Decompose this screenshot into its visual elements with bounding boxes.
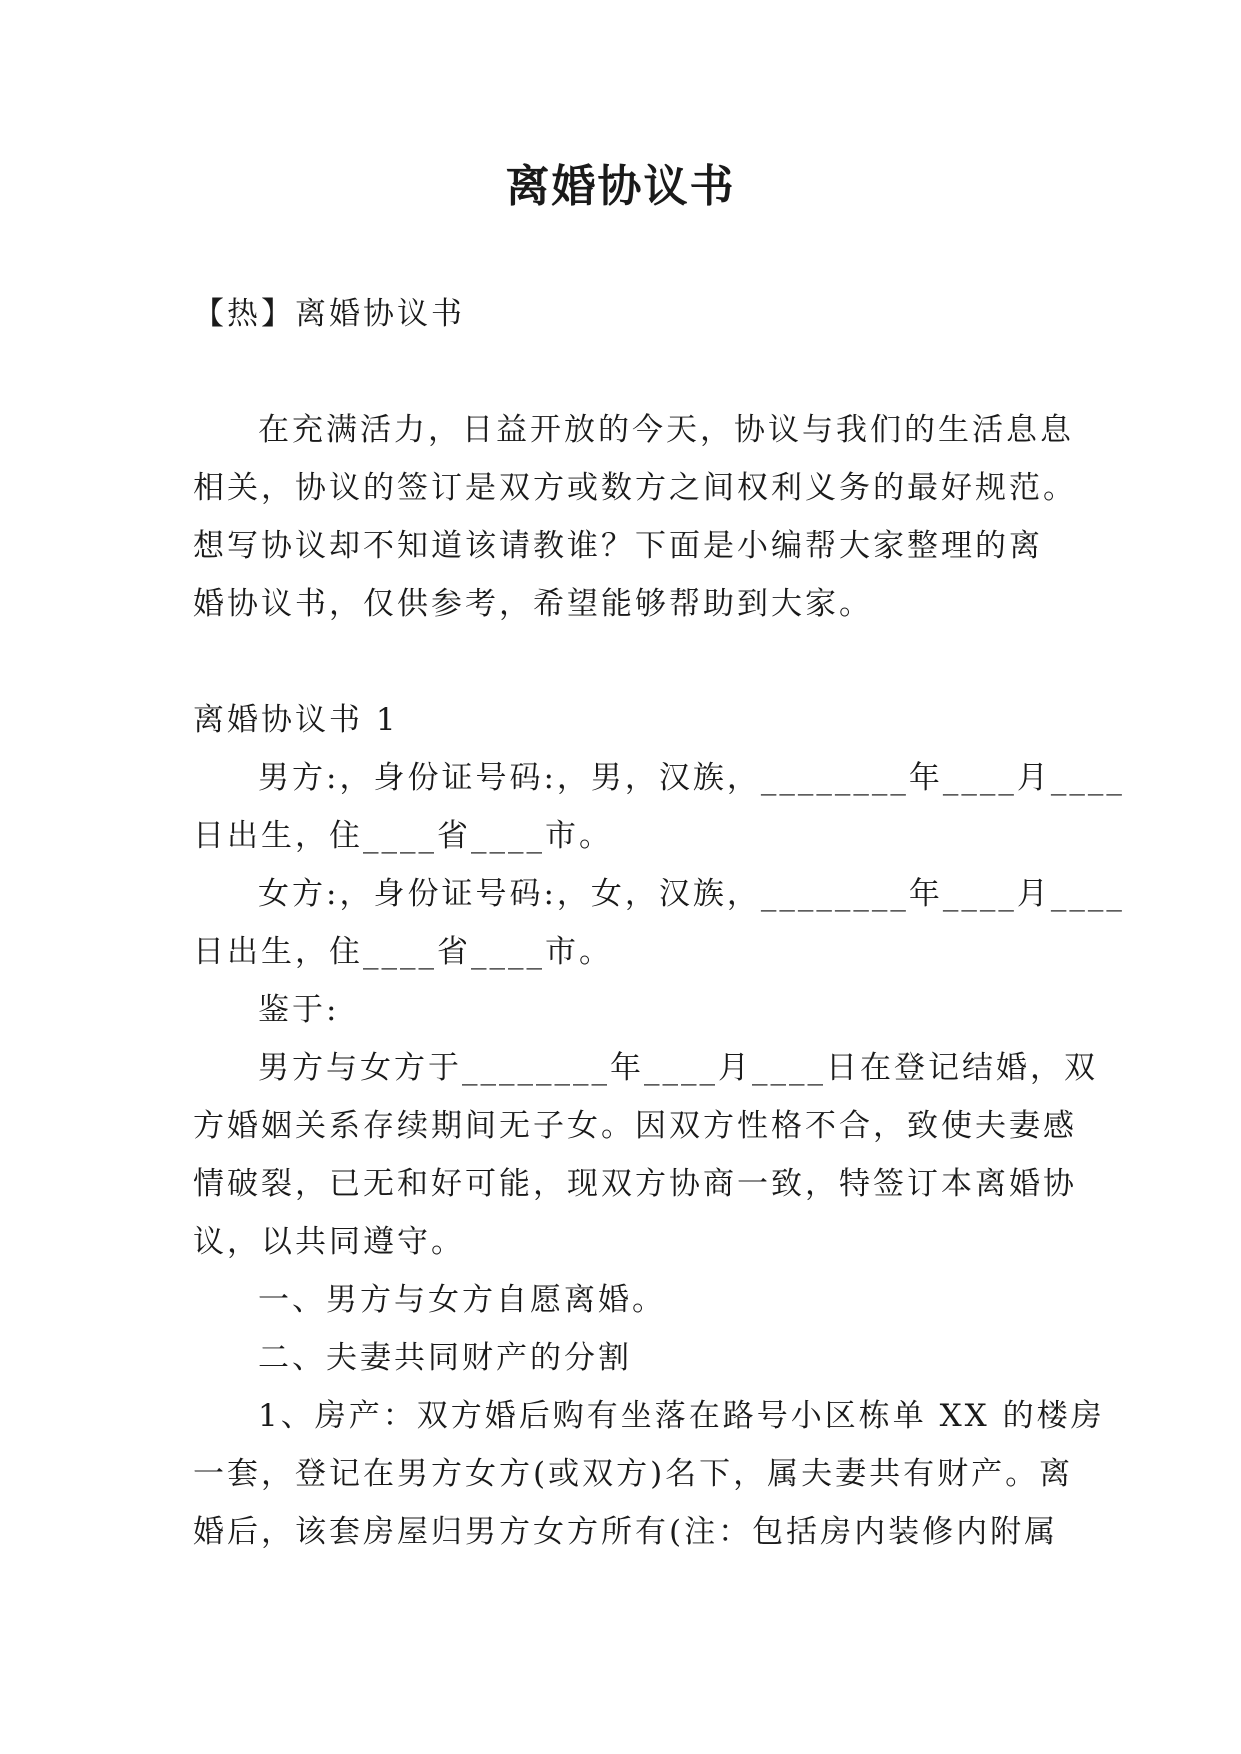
section-heading: 离婚协议书 1	[193, 702, 399, 738]
female-party-line-2: 日出生，住____省____市。	[193, 934, 613, 970]
intro-line-2: 相关，协议的签订是双方或数方之间权利义务的最好规范。	[193, 470, 1077, 506]
recital-line-3: 情破裂，已无和好可能，现双方协商一致，特签订本离婚协	[193, 1166, 1077, 1202]
recital-line-2: 方婚姻关系存续期间无子女。因双方性格不合，致使夫妻感	[193, 1108, 1077, 1144]
recital-line-4: 议，以共同遵守。	[193, 1224, 465, 1260]
intro-line-3: 想写协议却不知道该请教谁？下面是小编帮大家整理的离	[193, 528, 1043, 564]
document-subtitle: 【热】离婚协议书	[193, 296, 465, 332]
recital-line-1: 男方与女方于________年____月____日在登记结婚，双	[258, 1050, 1098, 1086]
whereas-label: 鉴于:	[258, 992, 340, 1028]
property-line-3: 婚后，该套房屋归男方女方所有(注：包括房内装修内附属	[193, 1514, 1059, 1550]
clause-2: 二、夫妻共同财产的分割	[258, 1340, 632, 1376]
male-party-line-2: 日出生，住____省____市。	[193, 818, 613, 854]
male-party-line-1: 男方:，身份证号码:，男，汉族，________年____月____	[258, 760, 1125, 796]
clause-1: 一、男方与女方自愿离婚。	[258, 1282, 666, 1318]
intro-line-1: 在充满活力，日益开放的今天，协议与我们的生活息息	[258, 412, 1074, 448]
property-line-2: 一套，登记在男方女方(或双方)名下，属夫妻共有财产。离	[193, 1456, 1074, 1492]
intro-line-4: 婚协议书，仅供参考，希望能够帮助到大家。	[193, 586, 873, 622]
property-line-1: 1、房产：双方婚后购有坐落在路号小区栋单 XX 的楼房	[258, 1398, 1105, 1434]
document-title: 离婚协议书	[505, 161, 736, 212]
female-party-line-1: 女方:，身份证号码:，女，汉族，________年____月____	[258, 876, 1125, 912]
